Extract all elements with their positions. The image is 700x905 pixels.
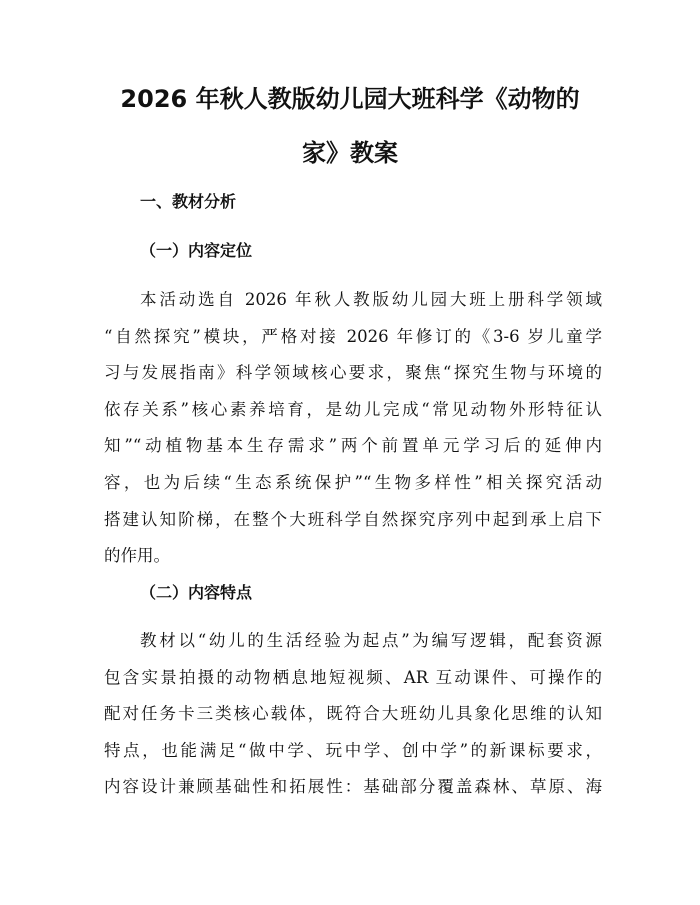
paragraph-line: 搭建认知阶梯，在整个大班科学自然探究序列中起到承上启下 — [104, 509, 602, 529]
paragraph-line: 本活动选自 2026 年秋人教版幼儿园大班上册科学领域 — [140, 290, 602, 309]
subsection-heading-content-positioning: （一）内容定位 — [140, 241, 253, 260]
paragraph-line: 内容设计兼顾基础性和拓展性：基础部分覆盖森林、草原、海 — [104, 777, 602, 797]
subsection-heading-content-features: （二）内容特点 — [140, 583, 253, 602]
paragraph-line: 习与发展指南》科学领域核心要求，聚焦“探究生物与环境的 — [104, 363, 602, 383]
document-title-line-2: 家》教案 — [302, 139, 398, 167]
document-title-line-1: 2026 年秋人教版幼儿园大班科学《动物的 — [120, 85, 580, 113]
paragraph-line: 教材以“幼儿的生活经验为起点”为编写逻辑，配套资源 — [140, 631, 602, 650]
paragraph-line: 包含实景拍摄的动物栖息地短视频、AR 互动课件、可操作的 — [104, 667, 602, 687]
paragraph-line: 的作用。 — [104, 546, 170, 566]
section-heading-materials-analysis: 一、教材分析 — [140, 192, 237, 211]
paragraph-line: “自然探究”模块，严格对接 2026 年修订的《3-6 岁儿童学 — [104, 326, 602, 346]
paragraph-line: 知”“动植物基本生存需求”两个前置单元学习后的延伸内 — [104, 436, 602, 456]
paragraph-line: 特点，也能满足“做中学、玩中学、创中学”的新课标要求， — [104, 740, 602, 760]
paragraph-line: 容，也为后续“生态系统保护”“生物多样性”相关探究活动 — [104, 472, 602, 492]
paragraph-content-features — [104, 623, 602, 806]
paragraph-content-positioning — [104, 282, 602, 575]
paragraph-line: 配对任务卡三类核心载体，既符合大班幼儿具象化思维的认知 — [104, 704, 602, 724]
paragraph-line: 依存关系”核心素养培育，是幼儿完成“常见动物外形特征认 — [104, 399, 602, 419]
